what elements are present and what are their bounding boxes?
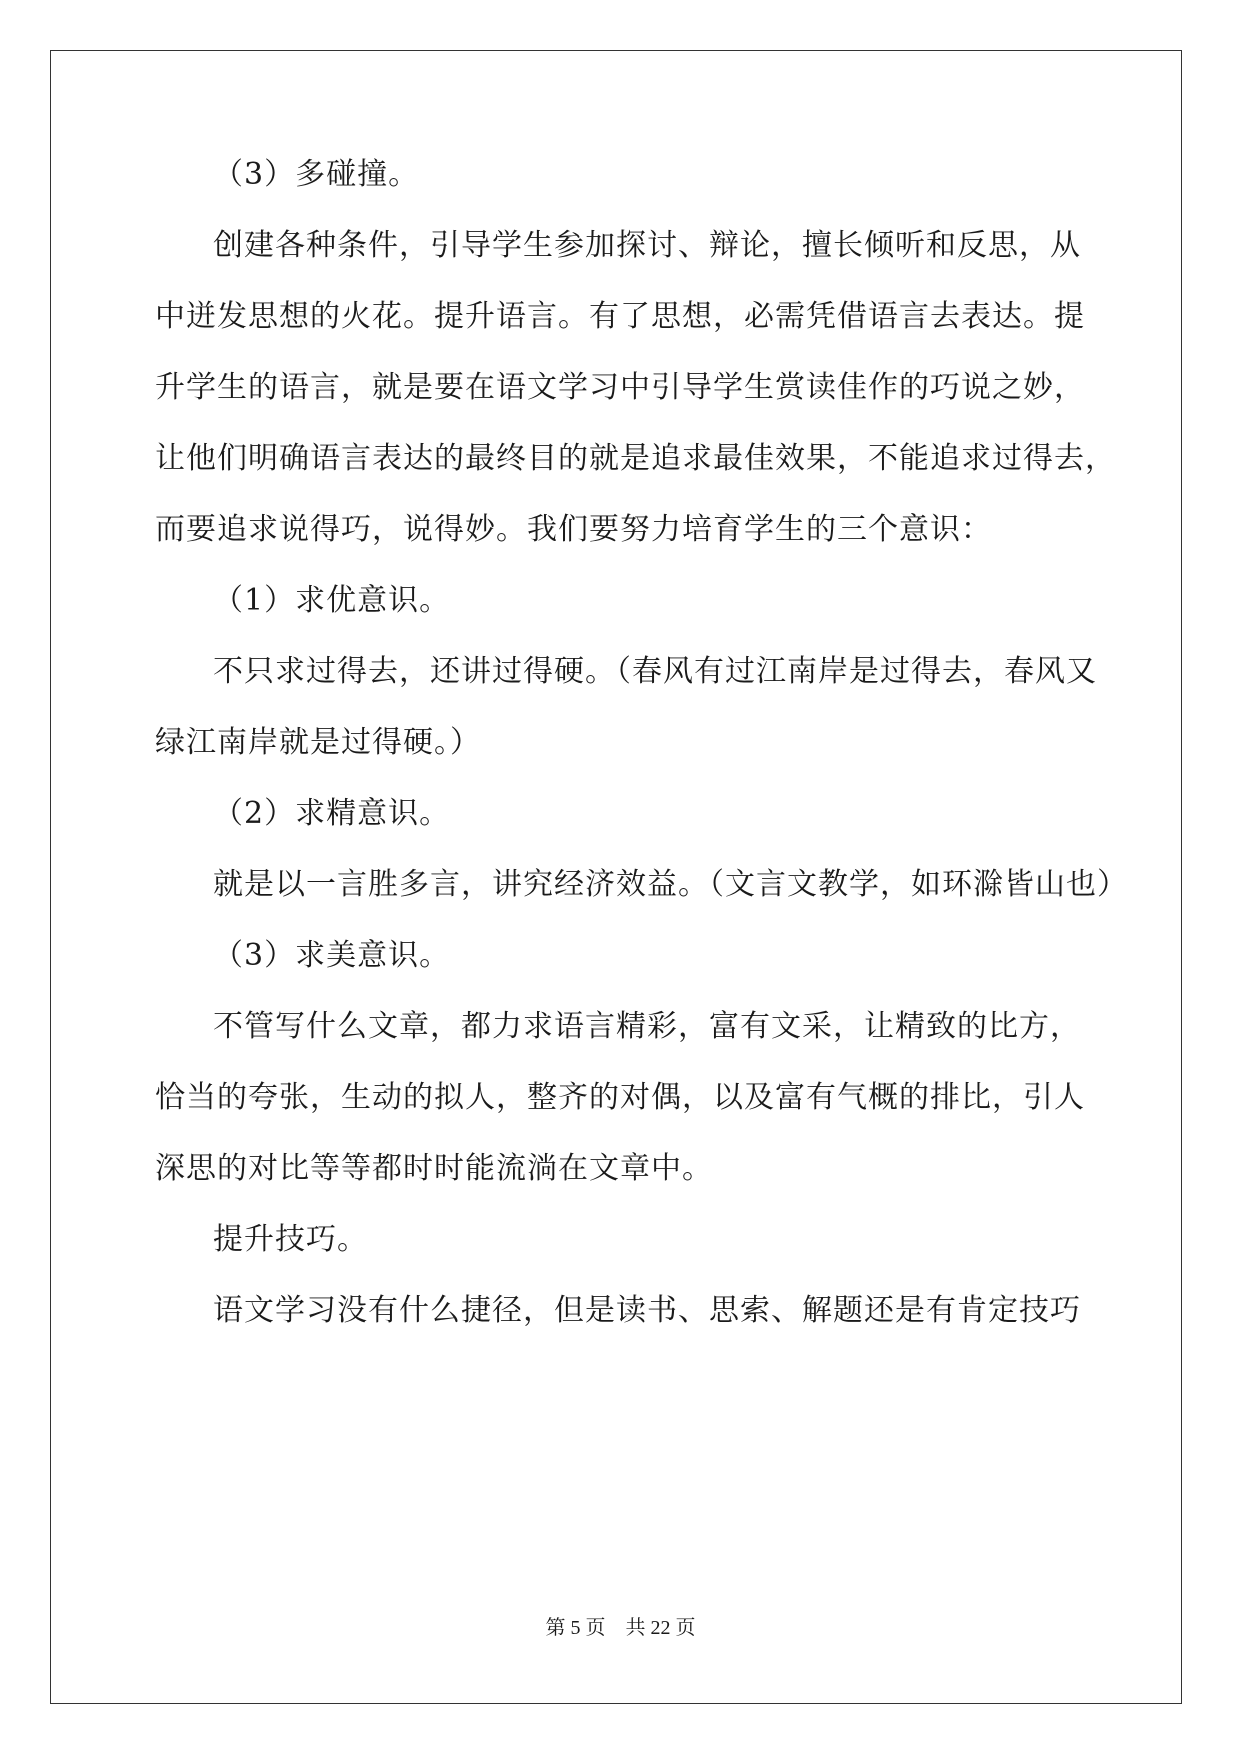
paragraph-line: 而要追求说得巧，说得妙。我们要努力培育学生的三个意识： <box>155 512 992 547</box>
paragraph-line: 升学生的语言，就是要在语文学习中引导学生赏读佳作的巧说之妙， <box>155 370 1085 405</box>
paragraph-line: 语文学习没有什么捷径，但是读书、思索、解题还是有肯定技巧 <box>213 1293 1081 1328</box>
paragraph-line: 中迸发思想的火花。提升语言。有了思想，必需凭借语言去表达。提 <box>155 299 1085 334</box>
paragraph-line: 创建各种条件，引导学生参加探讨、辩论，擅长倾听和反思，从 <box>213 228 1081 263</box>
paragraph-line: 绿江南岸就是过得硬。） <box>155 725 481 760</box>
paragraph-line: 不管写什么文章，都力求语言精彩，富有文采，让精致的比方， <box>213 1009 1081 1044</box>
paragraph-line: （3）求美意识。 <box>213 938 451 973</box>
paragraph-line: 深思的对比等等都时时能流淌在文章中。 <box>155 1151 713 1186</box>
paragraph-line: 恰当的夸张，生动的拟人，整齐的对偶，以及富有气概的排比，引人 <box>155 1080 1085 1115</box>
paragraph-line: （3）多碰撞。 <box>213 157 420 192</box>
paragraph-line: 不只求过得去，还讲过得硬。（春风有过江南岸是过得去，春风又 <box>213 654 1097 689</box>
paragraph-line: 提升技巧。 <box>213 1222 368 1257</box>
page-number-footer: 第 5 页 共 22 页 <box>545 1617 696 1639</box>
paragraph-line: 就是以一言胜多言，讲究经济效益。（文言文教学，如环滁皆山也） <box>213 867 1128 902</box>
paragraph-line: 让他们明确语言表达的最终目的就是追求最佳效果，不能追求过得去， <box>155 441 1116 476</box>
paragraph-line: （1）求优意识。 <box>213 583 451 618</box>
paragraph-line: （2）求精意识。 <box>213 796 451 831</box>
